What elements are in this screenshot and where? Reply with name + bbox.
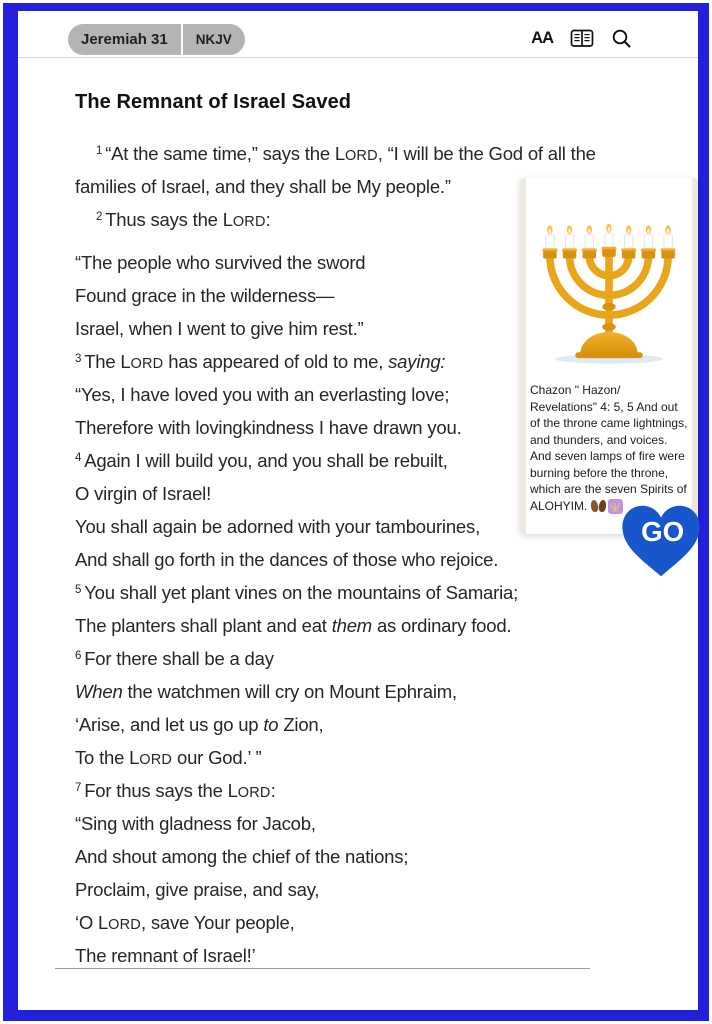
reference-pill: [68, 24, 245, 55]
book-open-icon: [570, 29, 594, 48]
verse-line[interactable]: Therefore with lovingkindness I have drawn you.: [75, 417, 462, 438]
go-heart-sticker: [619, 500, 703, 582]
verse-line[interactable]: $^1$ “At the same time,” says the LORD, “I will be the God of all the: [96, 143, 596, 164]
book-chapter-button[interactable]: Jeremiah 31: [68, 24, 181, 55]
verse-line[interactable]: “Sing with gladness for Jacob,: [75, 813, 316, 834]
verse-line[interactable]: $^2$ Thus says the LORD:: [96, 209, 271, 230]
verse-line[interactable]: Israel, when I went to give him rest.”: [75, 318, 364, 339]
header-divider: [18, 57, 698, 58]
reader-page: [18, 11, 698, 1010]
raised-hands-dark-emoji: [591, 500, 606, 517]
reader-header: [18, 11, 698, 58]
verse-line[interactable]: To the LORD our God.’ ”: [75, 747, 262, 768]
verse-line[interactable]: $^7$ For thus says the LORD:: [75, 780, 276, 801]
card-caption: [530, 382, 688, 516]
header-actions: [531, 28, 632, 49]
verse-line[interactable]: families of Israel, and they shall be My people.”: [75, 176, 451, 197]
verse-line[interactable]: When the watchmen will cry on Mount Ephraim,: [75, 681, 457, 702]
search-button[interactable]: [611, 28, 632, 49]
version-button[interactable]: NKJV: [183, 24, 245, 55]
font-size-icon: AA: [531, 29, 553, 47]
menorah-icon: [533, 188, 685, 378]
section-title: The Remnant of Israel Saved: [75, 91, 352, 113]
scripture-text: [75, 137, 596, 972]
verse-line[interactable]: The planters shall plant and eat them as ordinary food.: [75, 615, 512, 636]
verse-line[interactable]: Proclaim, give praise, and say,: [75, 879, 320, 900]
verse-line[interactable]: “The people who survived the sword: [75, 252, 366, 273]
reader-settings-button[interactable]: [570, 29, 594, 48]
shared-image-card: [520, 178, 698, 534]
verse-line[interactable]: ‘O LORD, save Your people,: [75, 912, 295, 933]
card-caption-text: Chazon " Hazon/ Revelations" 4: 5, 5 And out of the throne came lightnings, and thunders, and voices. And seven lamps of fire were burning before the throne, which are the seven Spirits of ALOHYIM.: [530, 383, 688, 513]
verse-line[interactable]: You shall again be adorned with your tambourines,: [75, 516, 481, 537]
verse-line[interactable]: “Yes, I have loved you with an everlasting love;: [75, 384, 450, 405]
verse-line[interactable]: ‘Arise, and let us go up to Zion,: [75, 714, 324, 735]
font-size-button[interactable]: [531, 29, 553, 48]
verse-line[interactable]: $^3$ The LORD has appeared of old to me, saying:: [75, 351, 446, 372]
verse-line[interactable]: And shall go forth in the dances of those who rejoice.: [75, 549, 499, 570]
verse-line[interactable]: $^4$ Again I will build you, and you shall be rebuilt,: [75, 450, 448, 471]
verse-line[interactable]: The remnant of Israel!’: [75, 945, 256, 966]
menorah-image: [526, 178, 692, 378]
verse-line[interactable]: $^6$ For there shall be a day: [75, 648, 274, 669]
verse-line[interactable]: Found grace in the wilderness—: [75, 285, 335, 306]
search-icon: [611, 28, 632, 49]
verse-line[interactable]: O virgin of Israel!: [75, 483, 212, 504]
verse-line[interactable]: $^5$ You shall yet plant vines on the mountains of Samaria;: [75, 582, 519, 603]
go-label: GO: [641, 516, 685, 547]
verse-line[interactable]: And shout among the chief of the nations;: [75, 846, 409, 867]
